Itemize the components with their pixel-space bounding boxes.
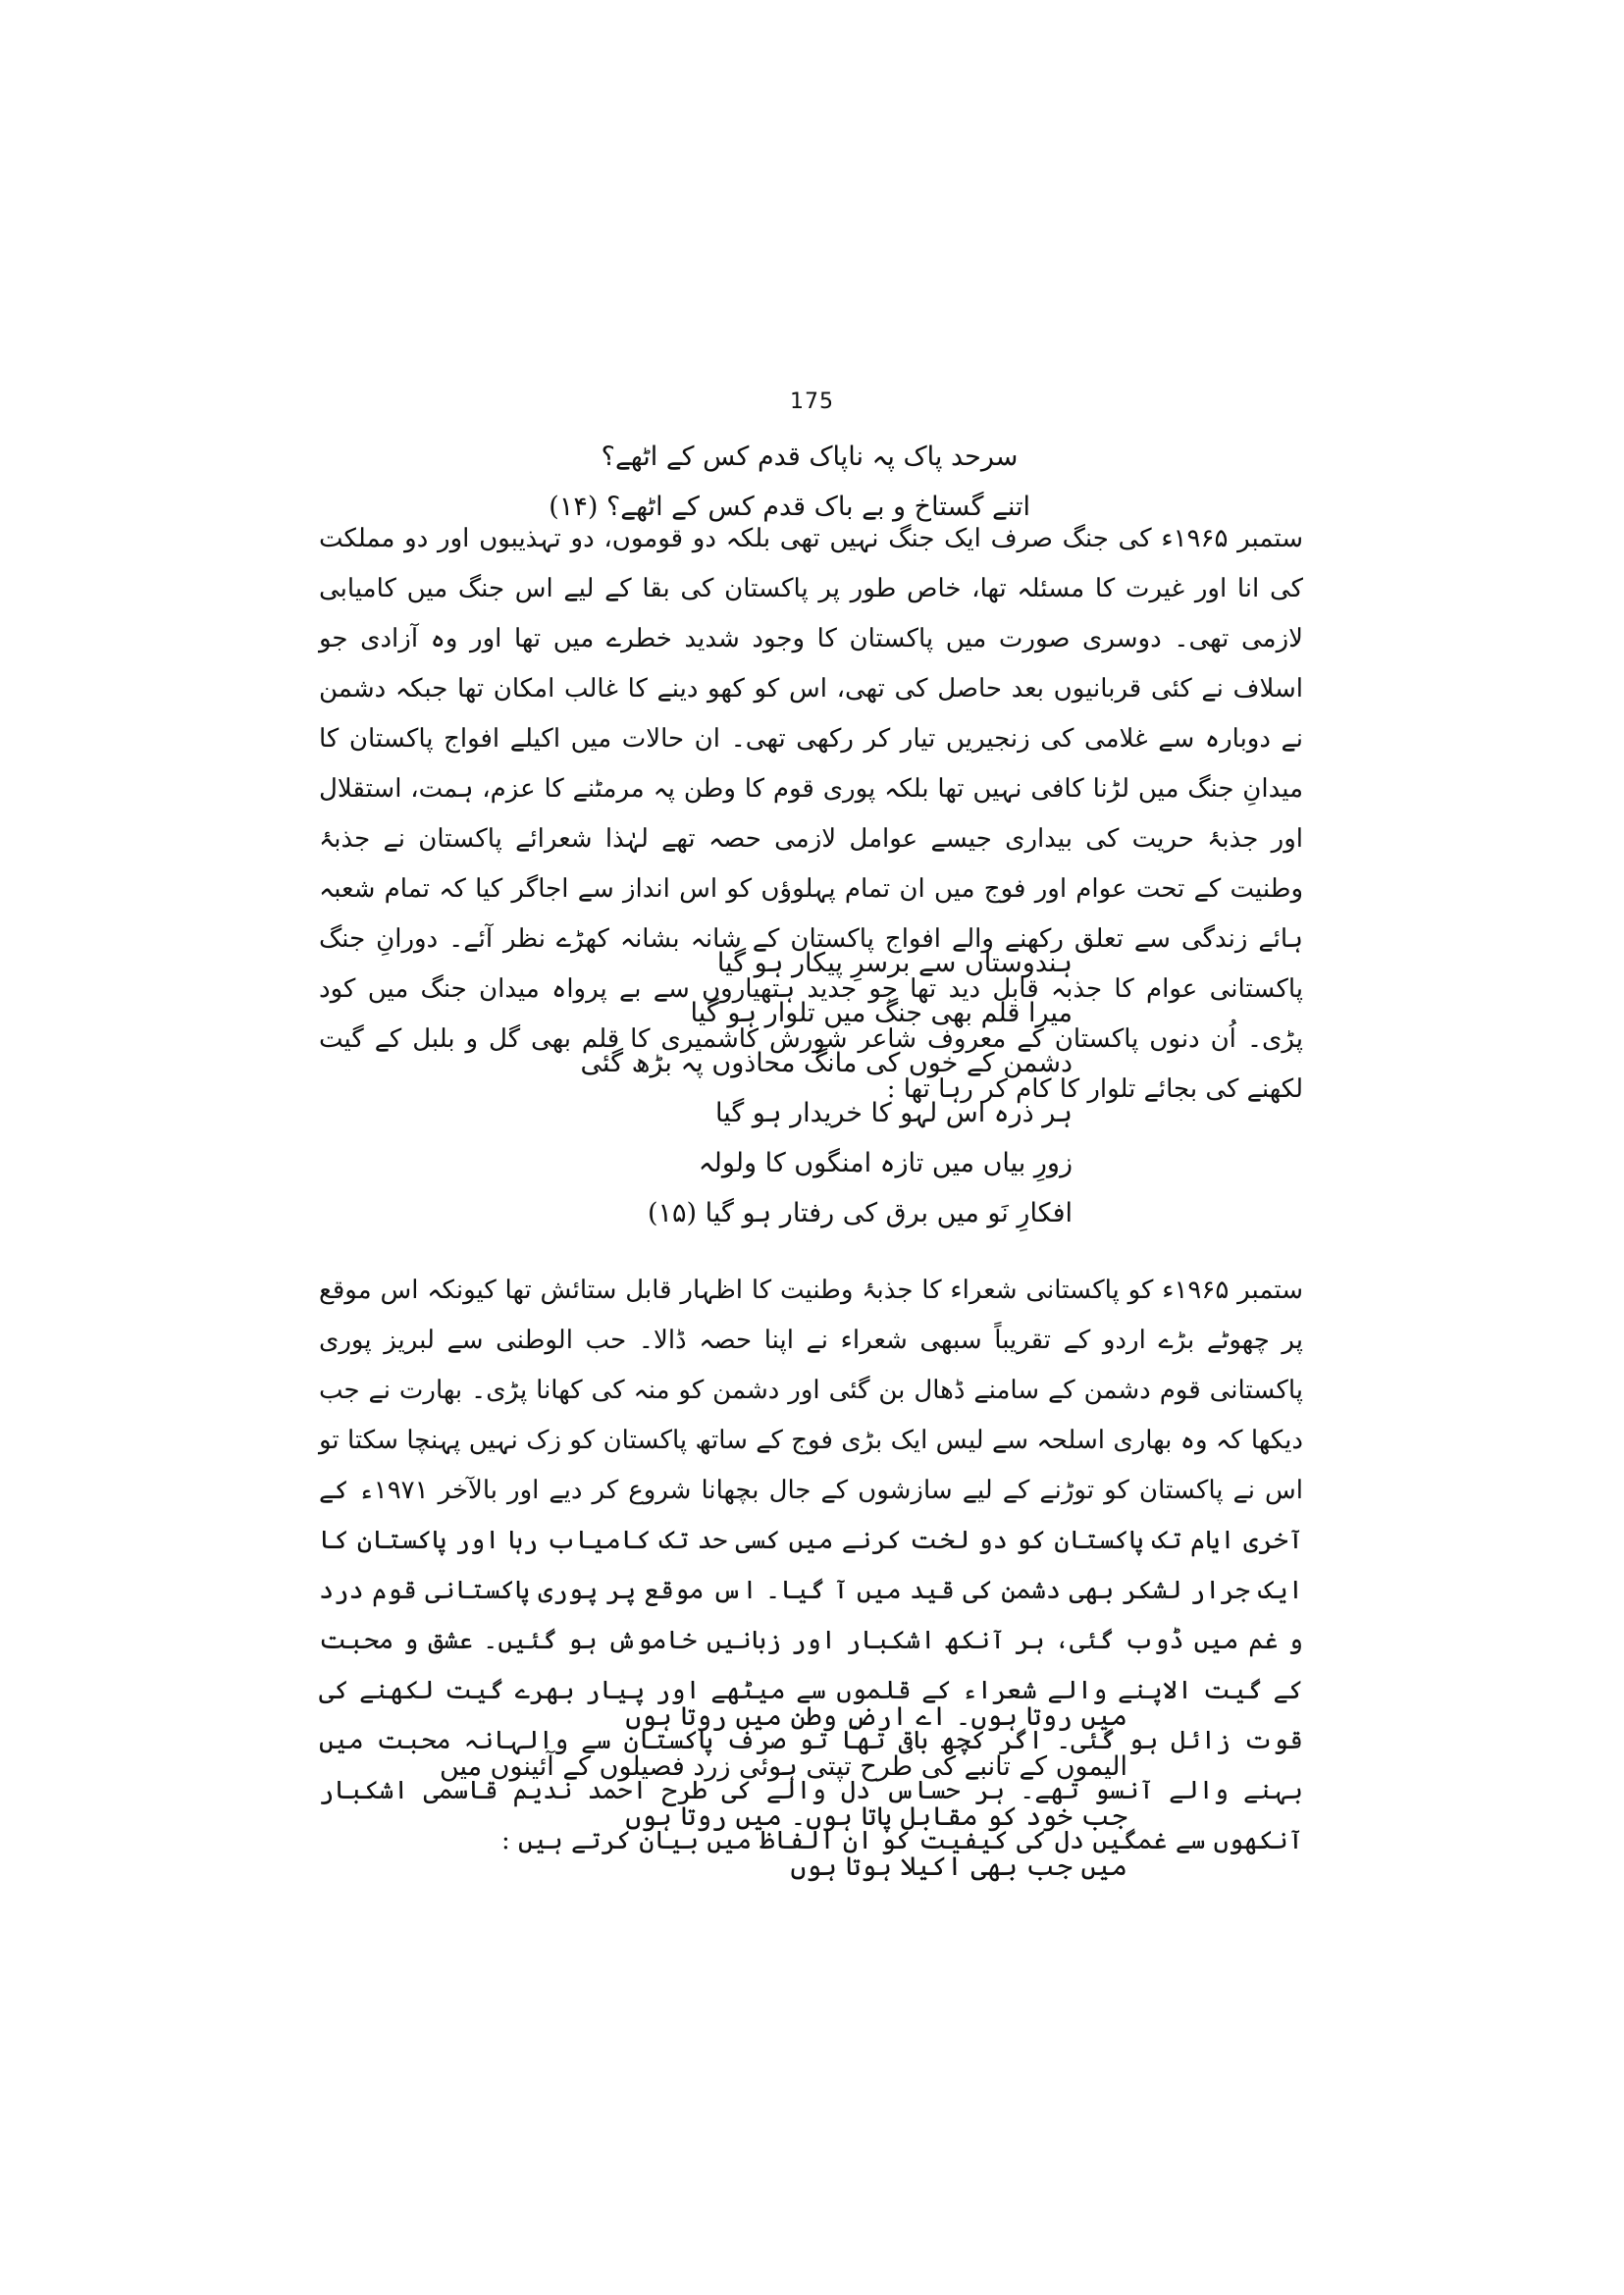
verse-line: میں جب بھی اکیلا ہوتا ہوں: [790, 1852, 1127, 1882]
verse-line: ہندوستاں سے برسرِ پیکار ہو گیا: [716, 948, 1073, 978]
verse-line: افکارِ نَو میں برق کی رفتار ہو گیا (۱۵): [647, 1198, 1073, 1228]
poem-shorish-kashmiri: [572, 938, 1073, 1238]
verse-line: اتنے گستاخ و بے باک قدم کس کے اٹھے؟ (۱۴): [549, 492, 1030, 522]
paragraph-text: ستمبر ۱۹۶۵ء کو پاکستانی شعراء کا جذبۂ وطنیت کا اظہار قابل ستائش تھا کیونکہ اس موقع پر چھوٹے بڑے اردو کے تقریباً سبھی شعراء نے اپنا حصہ ڈالا۔ حب الوطنی سے لبریز پوری پاکستانی قوم دشمن کے سامنے ڈھال بن گئی اور دشمن کو منہ کی کھانا پڑی۔ بھارت نے جب دیکھا کہ وہ بھاری اسلحہ سے لیس ایک بڑی فوج کے ساتھ پاکستان کو زک نہیں پہنچا سکتا تو اس نے پاکستان کو توڑنے کے لیے سازشوں کے جال بچھانا شروع کر دیے اور بالآخر ۱۹۷۱ء کے آخری ایام تک پاکستان کو دو لخت کرنے میں کسی حد تک کامیاب رہا اور پاکستان کا ایک جرار لشکر بھی دشمن کی قید میں آ گیا۔ اس موقع پر پوری پاکستانی قوم درد و غم میں ڈوب گئی، ہر آنکھ اشکبار اور زبانیں خاموش ہو گئیں۔ عشق و محبت کے گیت الاپنے والے شعراء کے قلموں سے میٹھے اور پیار بھرے گیت لکھنے کی قوت زائل ہو گئی۔ اگر کچھ باقی تھا تو صرف پاکستان سے والہانہ محبت میں بہنے والے آنسو تھے۔ ہر حساس دل والے کی طرح احمد ندیم قاسمی اشکبار آنکھوں سے غمگیں دل کی کیفیت کو ان الفاظ میں بیان کرتے ہیں :: [319, 1276, 1303, 1855]
verse-line: میرا قلم بھی جنگ میں تلوار ہو گیا: [690, 998, 1073, 1028]
verse-line: میں روتا ہوں۔ اے ارضِ وطن میں روتا ہوں: [625, 1701, 1127, 1732]
verse-line: زورِ بیاں میں تازہ امنگوں کا ولولہ: [698, 1148, 1073, 1178]
verse-line: الیموں کے تانبے کی طرح تپتی ہوئی زرد فصیلوں کے آئینوں میں: [439, 1751, 1127, 1782]
paragraph-text: ستمبر ۱۹۶۵ء کی جنگ صرف ایک جنگ نہیں تھی بلکہ دو قوموں، دو تہذیبوں اور دو مملکت کی انا اور غیرت کا مسئلہ تھا، خاص طور پر پاکستان کی بقا کے لیے اس جنگ میں کامیابی لازمی تھی۔ دوسری صورت میں پاکستان کا وجود شدید خطرے میں تھا اور وہ آزادی جو اسلاف نے کئی قربانیوں بعد حاصل کی تھی، اس کو کھو دینے کا غالب امکان تھا جبکہ دشمن نے دوبارہ سے غلامی کی زنجیریں تیار کر رکھی تھی۔ ان حالات میں اکیلے افواج پاکستان کا میدانِ جنگ میں لڑنا کافی نہیں تھا بلکہ پوری قوم کا وطن پہ مرمٹنے کا عزم، ہمت، استقلال اور جذبۂ حریت کی بیداری جیسے عوامل لازمی حصہ تھے لہٰذا شعرائے پاکستان نے جذبۂ وطنیت کے تحت عوام اور فوج میں ان تمام پہلوؤں کو اس انداز سے اجاگر کیا کہ تمام شعبہ ہائے زندگی سے تعلق رکھنے والے افواج پاکستان کے شانہ بشانہ کھڑے نظر آئے۔ دورانِ جنگ پاکستانی عوام کا جذبہ قابل دید تھا جو جدید ہتھیاروں سے بے پرواہ میدان جنگ میں کود پڑی۔ اُن دنوں پاکستان کے معروف شاعر شورش کاشمیری کا قلم بھی گل و بلبل کے گیت لکھنے کی بجائے تلوار کا کام کر رہا تھا :: [319, 524, 1303, 1104]
verse-line: جب خود کو مقابل پاتا ہوں۔ میں روتا ہوں: [625, 1801, 1127, 1832]
verse-line: سرحد پاک پہ ناپاک قدم کس کے اٹھے؟: [601, 442, 1019, 472]
page-number: 175: [790, 390, 834, 414]
verse-line: ہر ذرہ اس لہو کا خریدار ہو گیا: [714, 1098, 1073, 1128]
poem-ahmad-nadeem-qasmi: [439, 1692, 1127, 1892]
verse-line: دشمن کے خوں کی مانگ محاذوں پہ بڑھ گئی: [580, 1048, 1073, 1078]
